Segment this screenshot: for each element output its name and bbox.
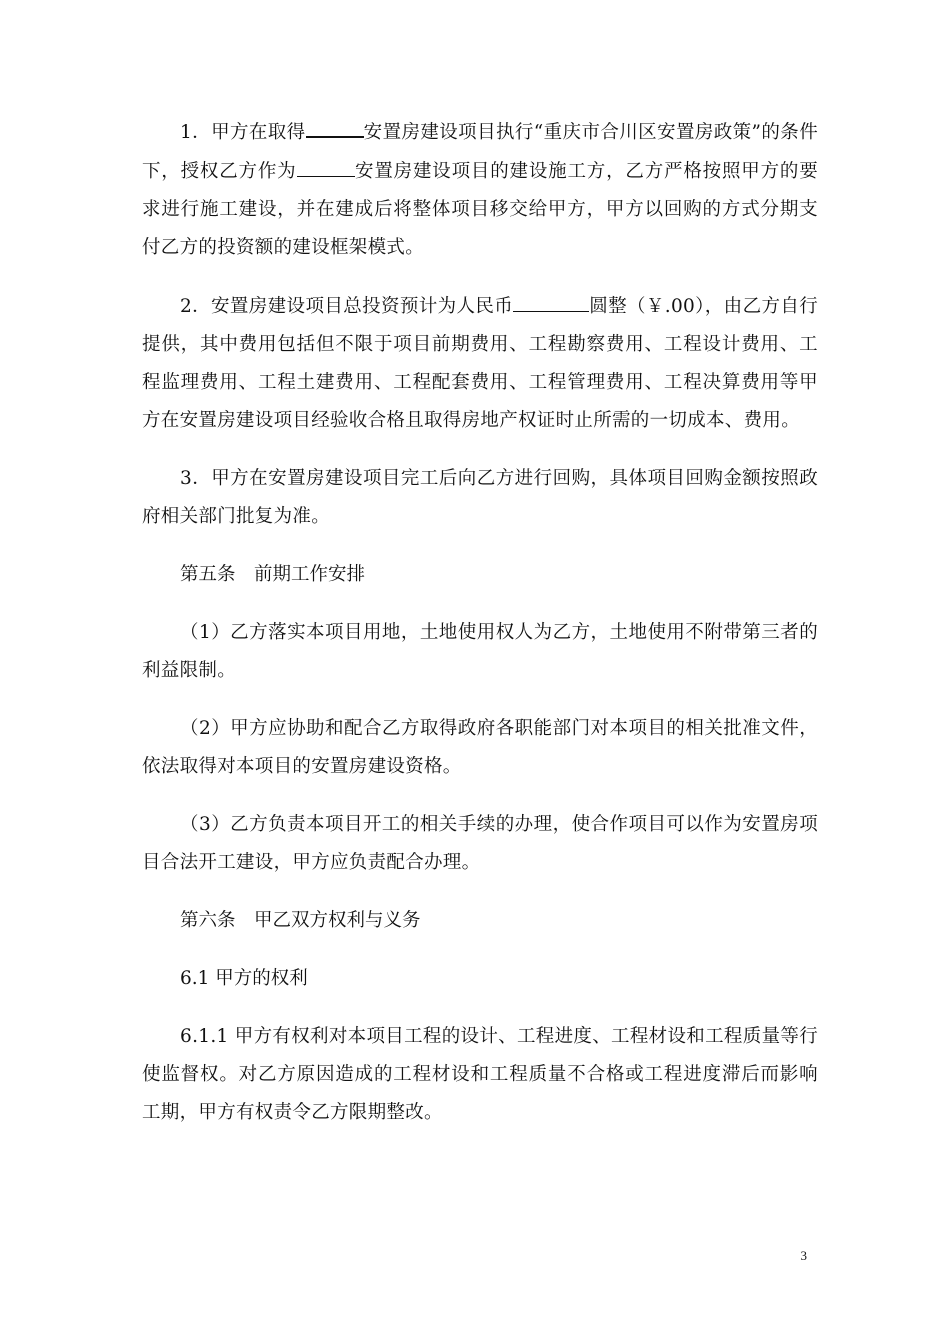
paragraph-1-part-c: 安置房建设项目的建设施工方，乙方严格按照甲方的要求进行施工建设，并在建成后将整体项目移交给甲方，甲方以回购的方式分期支付乙方的投资额的建设框架模式。	[142, 161, 818, 258]
paragraph-6-1-1: 6.1.1 甲方有权利对本项目工程的设计、工程进度、工程材设和工程质量等行使监督权。对乙方原因造成的工程材设和工程质量不合格或工程进度滞后而影响工期，甲方有权责令乙方限期整改。	[142, 1026, 818, 1123]
paragraph-1-part-a: 1．甲方在取得	[180, 122, 306, 143]
paragraph-2-part-a: 2．安置房建设项目总投资预计为人民币	[180, 296, 514, 317]
paragraph-3: 3．甲方在安置房建设项目完工后向乙方进行回购，具体项目回购金额按照政府相关部门批复为准。	[142, 468, 818, 527]
blank-line	[306, 112, 364, 138]
paragraph-1-part-b: 安置房建设项目执行“重庆市合川区安置房政策”的条件下，授权乙方作为	[142, 122, 818, 182]
paragraph-2-part-b: 圆整（￥.00），由乙方自行提供，其中费用包括但不限于项目前期费用、工程勘察费用、工程设计费用、工程监理费用、工程土建费用、工程配套费用、工程管理费用、工程决算费用等甲方在安置房建设项目经验收合格且取得房地产权证时止所需的一切成本、费用。	[142, 296, 819, 431]
page-number: 3	[800, 1248, 807, 1263]
blank-line	[513, 287, 589, 312]
document-page	[142, 112, 818, 1132]
paragraph-2	[142, 287, 818, 440]
paragraph-5-2: （2）甲方应协助和配合乙方取得政府各职能部门对本项目的相关批准文件，依法取得对本项目的安置房建设资格。	[142, 718, 818, 777]
blank-line	[297, 152, 355, 177]
paragraph-1	[142, 112, 818, 267]
subsection-heading-6-1: 6.1 甲方的权利	[180, 968, 308, 989]
section-heading-5: 第五条 前期工作安排	[180, 564, 366, 585]
paragraph-5-1: （1）乙方落实本项目用地，土地使用权人为乙方，土地使用不附带第三者的利益限制。	[142, 622, 818, 681]
paragraph-5-3: （3）乙方负责本项目开工的相关手续的办理，使合作项目可以作为安置房项目合法开工建设，甲方应负责配合办理。	[142, 814, 818, 873]
section-heading-6: 第六条 甲乙双方权利与义务	[180, 910, 421, 931]
